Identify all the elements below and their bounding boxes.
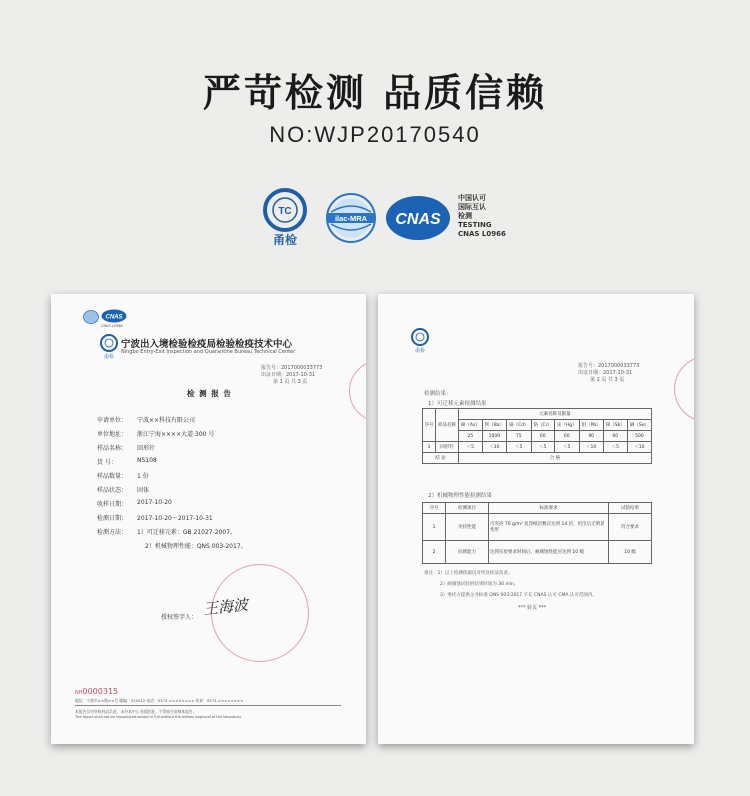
field-label: 样品状态： bbox=[97, 487, 128, 494]
field-value: 回形针 bbox=[137, 445, 156, 452]
field-value: 固体 bbox=[137, 487, 150, 494]
t2-seq: 1 bbox=[423, 514, 446, 541]
mini-cnas-text: CNAS bbox=[105, 314, 123, 321]
t2-req: 达到实验要求时间后，耐腐蚀性能应达到 10 级 bbox=[489, 541, 609, 564]
method-2: 2）机械物理性能：QNS 003-2017。 bbox=[145, 543, 247, 550]
t1-element: 镉（Cd） bbox=[507, 420, 531, 431]
t2-seq: 2 bbox=[423, 541, 446, 564]
t1-element: 汞（Hg） bbox=[554, 420, 579, 431]
ilac-mra-logo bbox=[321, 192, 381, 252]
t1-value: ＜10 bbox=[579, 442, 603, 453]
t1-conclusion: 合 格 bbox=[458, 453, 651, 464]
accreditation-logos bbox=[255, 188, 515, 248]
cnas-caption-line: 检测 bbox=[458, 212, 472, 220]
report-number: 报告号：2017000033773 bbox=[261, 365, 323, 371]
t1-value: ＜5 bbox=[603, 442, 627, 453]
t1-limit: 75 bbox=[507, 431, 531, 442]
t2-item: 夹持性能 bbox=[446, 514, 489, 541]
serial-value: 0000315 bbox=[82, 687, 119, 696]
field-label: 检测日期： bbox=[97, 515, 128, 522]
t1-limit: 60 bbox=[531, 431, 554, 442]
official-stamp bbox=[211, 564, 309, 662]
note: 备注：1）以上检测依据仅对所送样品负责。 bbox=[424, 571, 513, 576]
org-name-cn: 宁波出入境检验检疫局检验检疫技术中心 bbox=[121, 339, 293, 350]
t1-limit: 90 bbox=[579, 431, 603, 442]
t2-header: 序号 bbox=[423, 503, 446, 514]
t1-header-seq: 序号 bbox=[423, 409, 436, 442]
table-row bbox=[423, 541, 652, 564]
t2-header: 检测项目 bbox=[446, 503, 489, 514]
t1-limit: 1000 bbox=[482, 431, 506, 442]
t1-value: ＜5 bbox=[554, 442, 579, 453]
field-label: 货 号： bbox=[97, 459, 117, 466]
mini-ilac-icon bbox=[83, 310, 99, 324]
footer-en: The report shall not be reproduced except in full without the written approval of the laboratory. bbox=[75, 715, 242, 719]
ningbo-logo-mark: TC bbox=[278, 206, 292, 217]
t1-element: 锑（Sb） bbox=[603, 420, 627, 431]
serial-number bbox=[75, 687, 118, 696]
field-value: 1）可迁移元素：GB 21027-2007。 bbox=[137, 529, 237, 536]
org-logo-icon bbox=[99, 334, 119, 360]
cnas-caption bbox=[458, 194, 506, 239]
t1-header-group: 元素名称及限量 bbox=[458, 409, 651, 420]
t1-row-seq: 1 bbox=[423, 442, 436, 453]
field-value: 2017-10-20～2017-10-31 bbox=[137, 515, 213, 522]
t1-value: ＜5 bbox=[458, 442, 482, 453]
serial-prefix: NH bbox=[75, 690, 83, 696]
cnas-caption-line: CNAS L0966 bbox=[458, 230, 506, 238]
org-logo-label: 甬检 bbox=[103, 354, 115, 360]
report-page-1 bbox=[51, 294, 366, 744]
org-logo-label: 甬检 bbox=[414, 348, 426, 354]
mini-cnas-icon bbox=[101, 309, 127, 323]
ningbo-logo-text: 甬检 bbox=[272, 233, 298, 247]
field-value: NS108 bbox=[137, 457, 157, 464]
org-logo-icon bbox=[410, 328, 430, 354]
t1-header-sample: 样品名称 bbox=[436, 409, 459, 442]
t2-header: 试验结果 bbox=[609, 503, 652, 514]
cnas-caption-line: TESTING bbox=[458, 221, 492, 229]
t1-element: 铬（Cr） bbox=[531, 420, 554, 431]
cnas-logo-text: CNAS bbox=[395, 211, 441, 228]
issue-date: 出证日期：2017-10-31 bbox=[578, 370, 633, 376]
t1-limit: 25 bbox=[458, 431, 482, 442]
t1-element: 铅（Pb） bbox=[579, 420, 603, 431]
document-title: 检 测 报 告 bbox=[187, 389, 232, 398]
field-label: 收样日期： bbox=[97, 501, 128, 508]
t1-limit: 60 bbox=[603, 431, 627, 442]
field-label: 样品数量： bbox=[97, 473, 128, 480]
results-label: 检测结果： bbox=[424, 391, 452, 397]
official-stamp-edge bbox=[349, 360, 366, 422]
org-name-en: Ningbo Entry-Exit Inspection and Quarantine Bureau Technical Center bbox=[121, 349, 296, 355]
t2-req: 可夹持 70 g/m² 复印纸层数应达到 14 层，但出后无明显变形 bbox=[489, 514, 609, 541]
field-value: 2017-10-20 bbox=[137, 499, 172, 506]
t1-limit: 60 bbox=[554, 431, 579, 442]
certificate-number: NO:WJP20170540 bbox=[269, 122, 481, 147]
t2-header: 标准要求 bbox=[489, 503, 609, 514]
page-info: 第 1 页 共 3 页 bbox=[273, 379, 308, 385]
t1-value: ＜5 bbox=[507, 442, 531, 453]
table-row bbox=[423, 514, 652, 541]
t2-result: 符合要求 bbox=[609, 514, 652, 541]
report-number: 报告号：2017000033773 bbox=[578, 363, 640, 369]
report-page-2 bbox=[378, 294, 694, 744]
note: 2）耐腐蚀试验的结果时间为 30 min。 bbox=[440, 582, 519, 587]
t1-row-name: 回形针 bbox=[436, 442, 459, 453]
signatory-label: 授权签字人： bbox=[161, 614, 198, 621]
t1-value: ＜5 bbox=[531, 442, 554, 453]
t2-result: 10 级 bbox=[609, 541, 652, 564]
table-row bbox=[423, 442, 652, 453]
t1-conclusion-label: 结 论 bbox=[423, 453, 459, 464]
t1-element: 硒（Se） bbox=[627, 420, 651, 431]
field-value: 1 份 bbox=[137, 473, 149, 480]
page-end-mark: *** 转页 *** bbox=[518, 605, 547, 611]
ilac-text: ilac-MRA bbox=[334, 214, 368, 223]
mechanical-table bbox=[422, 502, 652, 564]
issue-date: 出证日期：2017-10-31 bbox=[261, 372, 316, 378]
official-stamp-edge bbox=[674, 356, 694, 422]
cnas-caption-line: 中国认可 bbox=[458, 194, 486, 202]
cnas-logo bbox=[385, 194, 455, 250]
signature: 王海波 bbox=[202, 595, 249, 619]
t1-element: 钡（Ba） bbox=[482, 420, 506, 431]
headline: 严苛检测 品质信赖 bbox=[202, 71, 548, 115]
address-line: 地址：宁波市××路××号 邮编：315012 电话：0574-×××××××× 传真：0574-×××××××× bbox=[75, 698, 244, 703]
t2-item: 抗锈能力 bbox=[446, 541, 489, 564]
field-label: 申请单位： bbox=[97, 417, 128, 424]
field-label: 样品名称： bbox=[97, 445, 128, 452]
footer-divider bbox=[75, 705, 341, 706]
page-info: 第 2 页 共 3 页 bbox=[590, 377, 625, 383]
section-2-title: 2）机械物理性能检测结果 bbox=[428, 493, 493, 499]
note: 3）委托方提供企业标准 QNS 003-2017 不在 CNAS 认可 CMA 认可范围内。 bbox=[440, 593, 597, 598]
field-label: 单位地址： bbox=[97, 431, 128, 438]
cnas-caption-line: 国际互认 bbox=[458, 203, 486, 211]
elements-table bbox=[422, 408, 652, 464]
field-value: 宁波××科技有限公司 bbox=[137, 417, 196, 424]
t1-limit: 500 bbox=[627, 431, 651, 442]
t1-value: ＜10 bbox=[627, 442, 651, 453]
field-value: 浙江宁海××××大道 300 号 bbox=[137, 431, 215, 438]
field-label: 检测方法： bbox=[97, 529, 128, 536]
section-1-title: 1）可迁移元素检测结果 bbox=[428, 401, 487, 407]
t1-value: ＜10 bbox=[482, 442, 506, 453]
mini-cnas-number: CNAS L0966 bbox=[101, 324, 123, 328]
ningbo-inspection-logo bbox=[255, 188, 315, 250]
footer-cn: 本报告仅对所检样品负责，未经本中心书面批准，不得部分复制本报告。 bbox=[75, 709, 197, 714]
t1-element: 砷（As） bbox=[458, 420, 482, 431]
